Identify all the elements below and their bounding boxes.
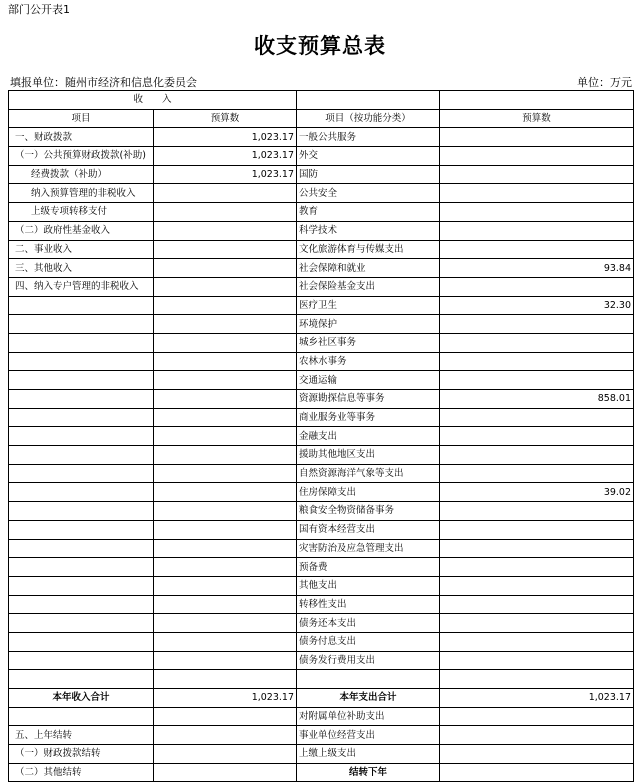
table-row — [9, 595, 634, 614]
col-income-item: 项目 — [9, 109, 154, 128]
income-item-cell — [9, 390, 154, 409]
income-value-cell — [154, 240, 297, 259]
income-value-cell — [154, 446, 297, 465]
expense-item-cell: 科学技术 — [297, 221, 440, 240]
expense-item-cell: 环境保护 — [297, 315, 440, 334]
col-expense-item: 项目（按功能分类） — [297, 109, 440, 128]
expense-item-cell: 其他支出 — [297, 576, 440, 595]
income-item-cell — [9, 520, 154, 539]
income-value-cell — [154, 595, 297, 614]
page-title: 收支预算总表 — [254, 34, 386, 58]
table-row — [9, 184, 634, 203]
expense-item-cell: 文化旅游体育与传媒支出 — [297, 240, 440, 259]
budget-table — [8, 90, 634, 782]
income-value-cell — [154, 614, 297, 633]
table-row — [9, 240, 634, 259]
total-expense-value: 1,023.17 — [440, 689, 634, 708]
header-row-columns — [9, 109, 634, 128]
table-row — [9, 726, 634, 745]
expense-value-cell — [440, 221, 634, 240]
reporting-unit: 填报单位：随州市经济和信息化委员会 — [10, 76, 197, 89]
income-value-cell — [154, 726, 297, 745]
expense-item-cell: 农林水事务 — [297, 352, 440, 371]
income-item-cell — [9, 502, 154, 521]
expense-value-cell — [440, 502, 634, 521]
income-value-cell — [154, 745, 297, 764]
expense-item-cell: 公共安全 — [297, 184, 440, 203]
expense-item-cell: 预备费 — [297, 558, 440, 577]
income-item-cell — [9, 632, 154, 651]
header-row-income — [9, 91, 634, 110]
expense-value-cell — [440, 333, 634, 352]
income-value-cell — [154, 632, 297, 651]
table-row — [9, 427, 634, 446]
income-value-cell — [154, 763, 297, 782]
income-value-cell — [154, 464, 297, 483]
income-item-cell — [9, 315, 154, 334]
income-value-cell — [154, 670, 297, 689]
expense-item-cell: 上缴上级支出 — [297, 745, 440, 764]
expense-item-cell — [297, 670, 440, 689]
expense-item-cell: 金融支出 — [297, 427, 440, 446]
income-item-cell: 三、其他收入 — [9, 259, 154, 278]
income-item-cell — [9, 371, 154, 390]
expense-value-cell — [440, 726, 634, 745]
income-item-cell: 四、纳入专户管理的非税收入 — [9, 277, 154, 296]
expense-item-cell: 债务发行费用支出 — [297, 651, 440, 670]
expense-value-cell: 32.30 — [440, 296, 634, 315]
income-item-cell: （一）公共预算财政拨款(补助) — [9, 147, 154, 166]
income-item-cell — [9, 670, 154, 689]
expense-item-cell: 城乡社区事务 — [297, 333, 440, 352]
expense-item-cell: 医疗卫生 — [297, 296, 440, 315]
income-item-cell — [9, 576, 154, 595]
income-item-cell — [9, 352, 154, 371]
expense-value-cell — [440, 147, 634, 166]
expense-item-cell: 教育 — [297, 203, 440, 222]
table-row — [9, 408, 634, 427]
income-value-cell — [154, 390, 297, 409]
expense-item-cell: 援助其他地区支出 — [297, 446, 440, 465]
expense-item-cell: 粮食安全物资储备事务 — [297, 502, 440, 521]
expense-value-cell — [440, 558, 634, 577]
expense-value-cell — [440, 240, 634, 259]
expense-value-cell — [440, 352, 634, 371]
income-value-cell: 1,023.17 — [154, 165, 297, 184]
table-row — [9, 165, 634, 184]
expense-value-cell — [440, 632, 634, 651]
expense-item-cell: 国有资本经营支出 — [297, 520, 440, 539]
income-value-cell — [154, 408, 297, 427]
expense-item-cell: 债务还本支出 — [297, 614, 440, 633]
income-item-cell — [9, 296, 154, 315]
table-row — [9, 259, 634, 278]
expense-item-cell: 外交 — [297, 147, 440, 166]
expense-value-cell — [440, 408, 634, 427]
income-item-cell: （二）其他结转 — [9, 763, 154, 782]
table-row — [9, 203, 634, 222]
expense-value-cell — [440, 595, 634, 614]
expense-value-cell — [440, 651, 634, 670]
table-row — [9, 558, 634, 577]
income-item-cell — [9, 595, 154, 614]
col-income-budget: 预算数 — [154, 109, 297, 128]
expense-item-cell: 资源勘探信息等事务 — [297, 390, 440, 409]
expense-item-cell: 社会保险基金支出 — [297, 277, 440, 296]
budget-table-body — [9, 91, 634, 782]
table-row — [9, 128, 634, 147]
income-item-cell: 纳入预算管理的非税收入 — [9, 184, 154, 203]
expense-item-cell: 转移性支出 — [297, 595, 440, 614]
table-row — [9, 352, 634, 371]
table-row — [9, 483, 634, 502]
income-value-cell — [154, 259, 297, 278]
income-value-cell — [154, 184, 297, 203]
expense-item-cell: 一般公共服务 — [297, 128, 440, 147]
expense-value-cell — [440, 763, 634, 782]
expense-value-cell — [440, 576, 634, 595]
totals-row — [9, 689, 634, 708]
income-item-cell: 五、上年结转 — [9, 726, 154, 745]
income-value-cell — [154, 483, 297, 502]
table-row — [9, 745, 634, 764]
expense-item-cell: 事业单位经营支出 — [297, 726, 440, 745]
expense-value-cell — [440, 203, 634, 222]
expense-item-cell: 自然资源海洋气象等支出 — [297, 464, 440, 483]
table-row — [9, 520, 634, 539]
income-value-cell — [154, 539, 297, 558]
income-value-cell — [154, 427, 297, 446]
expense-item-cell: 社会保障和就业 — [297, 259, 440, 278]
table-row — [9, 632, 634, 651]
income-item-cell — [9, 427, 154, 446]
income-value-cell — [154, 203, 297, 222]
income-value-cell — [154, 558, 297, 577]
expense-value-cell — [440, 539, 634, 558]
table-row — [9, 221, 634, 240]
table-row — [9, 390, 634, 409]
income-value-cell — [154, 520, 297, 539]
table-row — [9, 315, 634, 334]
expense-value-cell — [440, 464, 634, 483]
income-item-cell: 上级专项转移支付 — [9, 203, 154, 222]
income-item-cell — [9, 707, 154, 726]
income-value-cell: 1,023.17 — [154, 147, 297, 166]
col-expense-budget: 预算数 — [440, 109, 634, 128]
income-item-cell — [9, 558, 154, 577]
expense-item-cell: 国防 — [297, 165, 440, 184]
income-value-cell — [154, 296, 297, 315]
total-income-label: 本年收入合计 — [9, 689, 154, 708]
income-value-cell — [154, 371, 297, 390]
income-item-cell: 经费拨款（补助） — [9, 165, 154, 184]
expense-value-cell — [440, 520, 634, 539]
expense-value-cell: 39.02 — [440, 483, 634, 502]
table-row — [9, 277, 634, 296]
income-item-cell: 一、财政拨款 — [9, 128, 154, 147]
table-row — [9, 539, 634, 558]
income-item-cell — [9, 483, 154, 502]
table-row — [9, 763, 634, 782]
table-row — [9, 614, 634, 633]
income-value-cell — [154, 315, 297, 334]
income-value-cell — [154, 651, 297, 670]
income-item-cell — [9, 539, 154, 558]
table-row — [9, 147, 634, 166]
expense-value-cell — [440, 614, 634, 633]
table-row — [9, 707, 634, 726]
table-row — [9, 670, 634, 689]
table-row — [9, 502, 634, 521]
income-value-cell — [154, 707, 297, 726]
income-item-cell — [9, 651, 154, 670]
expense-value-cell — [440, 128, 634, 147]
income-item-cell — [9, 464, 154, 483]
income-item-cell: （一）财政拨款结转 — [9, 745, 154, 764]
income-heading: 收 入 — [9, 91, 297, 110]
form-label: 部门公开表1 — [8, 3, 70, 16]
expense-item-cell: 交通运输 — [297, 371, 440, 390]
expense-value-cell — [440, 707, 634, 726]
income-value-cell — [154, 333, 297, 352]
table-row — [9, 576, 634, 595]
table-row — [9, 651, 634, 670]
income-value-cell — [154, 502, 297, 521]
expense-value-cell — [440, 670, 634, 689]
table-row — [9, 296, 634, 315]
income-item-cell — [9, 446, 154, 465]
income-value-cell — [154, 352, 297, 371]
income-item-cell: （二）政府性基金收入 — [9, 221, 154, 240]
expense-value-cell — [440, 315, 634, 334]
expense-value-cell — [440, 745, 634, 764]
table-row — [9, 333, 634, 352]
expense-value-cell — [440, 427, 634, 446]
total-income-value: 1,023.17 — [154, 689, 297, 708]
income-value-cell — [154, 277, 297, 296]
income-item-cell — [9, 333, 154, 352]
table-row — [9, 446, 634, 465]
expense-item-cell: 住房保障支出 — [297, 483, 440, 502]
expense-item-cell: 灾害防治及应急管理支出 — [297, 539, 440, 558]
expense-item-cell: 对附属单位补助支出 — [297, 707, 440, 726]
expense-value-cell — [440, 446, 634, 465]
income-value-cell — [154, 221, 297, 240]
amount-unit: 单位：万元 — [577, 76, 632, 89]
income-item-cell — [9, 614, 154, 633]
total-expense-label: 本年支出合计 — [297, 689, 440, 708]
expense-value-cell: 93.84 — [440, 259, 634, 278]
expense-item-cell: 结转下年 — [297, 763, 440, 782]
income-item-cell — [9, 408, 154, 427]
expense-value-cell: 858.01 — [440, 390, 634, 409]
expense-item-cell: 商业服务业等事务 — [297, 408, 440, 427]
expense-value-cell — [440, 165, 634, 184]
income-value-cell — [154, 576, 297, 595]
income-value-cell: 1,023.17 — [154, 128, 297, 147]
expense-item-cell: 债务付息支出 — [297, 632, 440, 651]
table-row — [9, 371, 634, 390]
table-row — [9, 464, 634, 483]
expense-value-cell — [440, 184, 634, 203]
expense-value-cell — [440, 371, 634, 390]
expense-value-cell — [440, 277, 634, 296]
income-item-cell: 二、事业收入 — [9, 240, 154, 259]
